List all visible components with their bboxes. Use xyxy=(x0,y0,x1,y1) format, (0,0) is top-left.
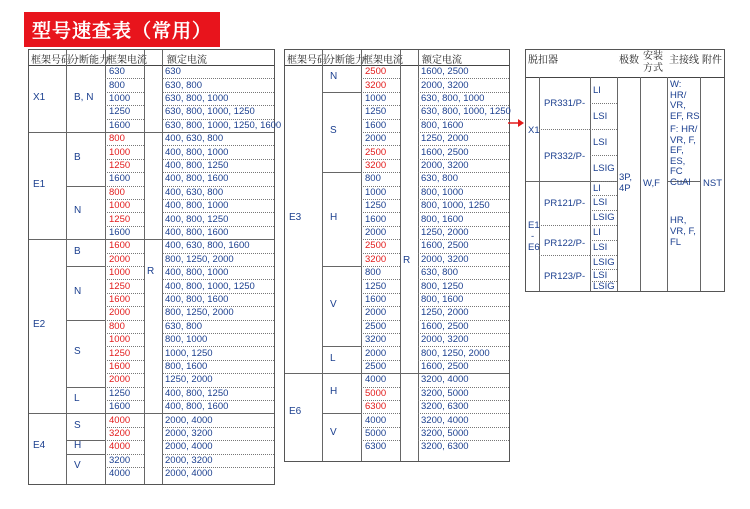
frame-current-cell: 1600 xyxy=(109,227,131,238)
breaking-capacity-label: V xyxy=(74,460,81,471)
rated-current-cell: 800, 1600 xyxy=(421,294,464,305)
rated-current-cell: 800, 1600 xyxy=(421,119,464,131)
frame-current-cell: 6300 xyxy=(365,401,387,413)
header-poles: 极数 xyxy=(619,55,639,66)
frame-current-cell: 800 xyxy=(365,173,381,185)
column-divider xyxy=(590,77,591,291)
rated-current-cell: 1600, 2500 xyxy=(421,240,469,252)
row-divider xyxy=(66,440,105,441)
rated-current-cell: 1250, 2000 xyxy=(421,133,469,145)
main-connection-label: F: HR/ VR, F, EF, ES, FC CuAl xyxy=(670,124,698,188)
header-accessory: 附件 xyxy=(702,55,722,66)
frame-current-cell: 800 xyxy=(109,79,125,91)
rated-current-cell: 1600, 2500 xyxy=(421,146,469,158)
rated-current-cell: 800, 1250, 2000 xyxy=(165,307,234,319)
rated-current-cell: 400, 800, 1000 xyxy=(165,146,229,158)
rated-current-cell: 2000, 3200 xyxy=(421,79,469,91)
release-label: PR122/P- xyxy=(544,238,586,249)
rated-current-cell: 3200, 4000 xyxy=(421,414,469,426)
frame-label: E3 xyxy=(289,212,302,224)
breaking-capacity-label: L xyxy=(330,352,336,364)
frame-current-cell: 2000 xyxy=(365,133,387,145)
release-label: PR121/P- xyxy=(544,198,586,209)
breaking-capacity-label: H xyxy=(330,386,338,398)
frame-current-cell: 1600 xyxy=(109,119,131,131)
breaking-capacity-label: L xyxy=(74,393,80,404)
rated-current-cell: 630 xyxy=(165,66,181,78)
column-divider xyxy=(700,77,701,291)
frame-current-cell: 1600 xyxy=(109,401,131,413)
frame-label: E1 xyxy=(33,178,46,190)
table-header xyxy=(285,50,509,66)
rated-current-cell: 3200, 6300 xyxy=(421,401,469,413)
rated-current-cell: 400, 800, 1000, 1250 xyxy=(165,280,255,292)
rated-current-cell: 400, 630, 800, 1600 xyxy=(165,240,250,252)
row-divider xyxy=(285,373,509,374)
column-divider xyxy=(667,77,668,291)
header-frame-current: 框架电流 xyxy=(363,55,403,66)
rated-current-cell: 3200, 4000 xyxy=(421,374,469,386)
column-divider xyxy=(617,77,618,291)
release-label: PR123/P- xyxy=(544,271,586,282)
frame-current-cell: 1250 xyxy=(365,280,387,292)
rated-current-cell: 630, 800, 1000, 1250, 1600 xyxy=(165,119,282,131)
frame-current-cell: 3200 xyxy=(365,79,387,91)
frame-current-cell: 1250 xyxy=(109,160,131,171)
column-divider xyxy=(400,50,401,461)
protection-label: LSIG xyxy=(593,280,615,292)
frame-current-cell: 2500 xyxy=(365,320,387,332)
rated-current-cell: 1250, 2000 xyxy=(165,374,213,386)
frame-current-cell: 3200 xyxy=(109,428,131,439)
rated-current-cell: 2000, 3200 xyxy=(165,428,213,439)
rated-current-cell: 400, 800, 1000 xyxy=(165,267,229,279)
rated-current-cell: 800, 1250 xyxy=(421,280,464,292)
protection-label: LSI xyxy=(593,110,608,122)
rated-current-cell: 630, 800 xyxy=(421,267,458,279)
column-divider xyxy=(539,77,540,291)
frame-current-cell: 2000 xyxy=(365,347,387,359)
frame-current-cell: 1250 xyxy=(109,280,131,292)
rated-current-cell: 3200, 5000 xyxy=(421,428,469,439)
model-table-1 xyxy=(28,49,282,485)
row-divider xyxy=(590,225,617,226)
trip-type-label: R xyxy=(147,266,155,277)
frame-current-cell: 800 xyxy=(109,320,125,332)
rated-current-cell: 2000, 3200 xyxy=(421,160,469,171)
breaking-capacity-label: S xyxy=(74,419,81,431)
breaking-capacity-label: B, N xyxy=(74,91,94,103)
rated-current-cell: 800, 1250, 2000 xyxy=(421,347,490,359)
rated-current-cell: 630, 800, 1000, 1250 xyxy=(421,106,511,118)
header-rated-current: 额定电流 xyxy=(422,55,462,66)
breaking-capacity-label: V xyxy=(330,299,337,311)
frame-current-cell: 4000 xyxy=(365,374,387,386)
row-divider xyxy=(539,129,590,130)
frame-current-cell: 1250 xyxy=(109,387,131,399)
frame-current-cell: 2500 xyxy=(365,240,387,252)
column-divider xyxy=(322,50,323,461)
row-divider xyxy=(322,92,361,93)
frame-current-cell: 1000 xyxy=(109,93,131,104)
row-divider xyxy=(29,413,274,414)
row-divider xyxy=(322,413,361,414)
frame-current-cell: 1250 xyxy=(365,200,387,212)
frame-current-cell: 1250 xyxy=(109,106,131,118)
header-breaking: 分断能力 xyxy=(69,55,109,66)
protection-label: LI xyxy=(593,227,601,238)
frame-label: X1 xyxy=(528,125,540,136)
frame-label: E4 xyxy=(33,439,46,451)
frame-current-cell: 1600 xyxy=(109,361,131,372)
frame-current-cell: 1250 xyxy=(109,347,131,359)
header-release: 脱扣器 xyxy=(528,55,558,66)
rated-current-cell: 1000, 1250 xyxy=(165,347,213,359)
rated-current-cell: 630, 800 xyxy=(421,173,458,185)
protection-label: LSIG xyxy=(593,212,615,223)
frame-current-cell: 5000 xyxy=(365,428,387,439)
protection-label: LI xyxy=(593,182,601,194)
row-divider xyxy=(590,129,617,130)
row-divider xyxy=(590,210,617,211)
breaking-capacity-label: V xyxy=(330,426,337,438)
row-divider xyxy=(539,225,590,226)
frame-current-cell: 800 xyxy=(109,133,125,145)
frame-current-cell: 4000 xyxy=(109,414,131,426)
header-rated-current: 额定电流 xyxy=(167,55,207,66)
mounting-label: W,F xyxy=(643,178,660,189)
rated-current-cell: 1600, 2500 xyxy=(421,320,469,332)
rated-current-cell: 400, 630, 800 xyxy=(165,133,224,145)
breaking-capacity-label: B xyxy=(74,151,81,163)
rated-current-cell: 2000, 3200 xyxy=(421,334,469,346)
rated-current-cell: 400, 800, 1600 xyxy=(165,401,229,413)
page-title: 型号速查表（常用） xyxy=(24,12,220,47)
rated-current-cell: 800, 1000 xyxy=(421,186,464,198)
header-frame-current: 框架电流 xyxy=(107,55,147,66)
rated-current-cell: 1600, 2500 xyxy=(421,66,469,78)
frame-current-cell: 800 xyxy=(109,186,125,198)
frame-current-cell: 2000 xyxy=(109,253,131,265)
frame-label: E6 xyxy=(289,406,302,418)
row-divider xyxy=(66,186,105,187)
rated-current-cell: 2000, 4000 xyxy=(165,441,213,453)
protection-label: LSIG xyxy=(593,256,615,268)
rated-current-cell: 2000, 4000 xyxy=(165,468,213,480)
frame-current-cell: 1600 xyxy=(365,213,387,225)
frame-label: E6 xyxy=(528,242,540,253)
frame-current-cell: 3200 xyxy=(365,334,387,346)
rated-current-cell: 400, 800, 1600 xyxy=(165,294,229,305)
rated-current-cell: 400, 630, 800 xyxy=(165,186,224,198)
frame-current-cell: 2000 xyxy=(365,307,387,319)
arrow-right-icon xyxy=(508,118,524,128)
breaking-capacity-label: N xyxy=(74,285,82,297)
release-label: PR331/P- xyxy=(544,98,586,109)
trip-type-label: R xyxy=(403,255,411,266)
column-divider xyxy=(144,50,145,484)
frame-current-cell: 1000 xyxy=(365,186,387,198)
row-divider xyxy=(590,195,617,196)
frame-current-cell: 1600 xyxy=(365,119,387,131)
rated-current-cell: 800, 1250, 2000 xyxy=(165,253,234,265)
rated-current-cell: 800, 1000, 1250 xyxy=(421,200,490,212)
rated-current-cell: 630, 800, 1000 xyxy=(165,93,229,104)
column-divider xyxy=(105,50,106,484)
rated-current-cell: 630, 800, 1000 xyxy=(421,93,485,104)
row-divider xyxy=(590,155,617,156)
protection-label: LSI xyxy=(593,269,608,281)
frame-current-cell: 1600 xyxy=(109,173,131,185)
column-divider xyxy=(640,77,641,291)
frame-current-cell: 1600 xyxy=(365,294,387,305)
frame-current-cell: 1000 xyxy=(109,267,131,279)
rated-current-cell: 2000, 4000 xyxy=(165,414,213,426)
rated-current-cell: 400, 800, 1600 xyxy=(165,173,229,185)
protection-label: LSI xyxy=(593,136,608,148)
main-connection-label: HR, VR, F, FL xyxy=(670,215,696,248)
rated-current-cell: 400, 800, 1600 xyxy=(165,227,229,238)
frame-current-cell: 4000 xyxy=(109,468,131,480)
rated-current-cell: 400, 800, 1250 xyxy=(165,387,229,399)
row-divider xyxy=(66,387,105,388)
rated-current-cell: 2000, 3200 xyxy=(421,253,469,265)
frame-label: E1 xyxy=(528,220,540,231)
header-main-connection: 主接线 xyxy=(669,55,699,66)
row-divider xyxy=(29,132,274,133)
model-table-2 xyxy=(284,49,510,462)
header-breaking: 分断能力 xyxy=(325,55,365,66)
rated-current-cell: 400, 800, 1000 xyxy=(165,200,229,212)
rated-current-cell: 630, 800 xyxy=(165,320,202,332)
protection-label: LI xyxy=(593,85,601,96)
row-divider xyxy=(590,240,617,241)
protection-label: LSIG xyxy=(593,162,615,174)
frame-current-cell: 2500 xyxy=(365,361,387,372)
row-divider xyxy=(539,255,590,256)
frame-current-cell: 4000 xyxy=(109,441,131,453)
release-table xyxy=(525,49,725,292)
frame-label: - xyxy=(531,231,535,242)
frame-current-cell: 2000 xyxy=(365,227,387,238)
frame-label: X1 xyxy=(33,91,46,103)
row-divider xyxy=(322,172,361,173)
rated-current-cell: 400, 800, 1250 xyxy=(165,213,229,225)
rated-current-cell: 800, 1600 xyxy=(421,213,464,225)
protection-label: LSI xyxy=(593,197,608,208)
frame-current-cell: 1600 xyxy=(109,240,131,252)
frame-current-cell: 1000 xyxy=(365,93,387,104)
rated-current-cell: 2000, 3200 xyxy=(165,454,213,466)
release-label: PR332/P- xyxy=(544,151,586,162)
row-divider xyxy=(322,346,361,347)
frame-current-cell: 1000 xyxy=(109,334,131,346)
rated-current-cell: 400, 800, 1250 xyxy=(165,160,229,171)
frame-current-cell: 3200 xyxy=(109,454,131,466)
poles-label: 3P, 4P xyxy=(619,172,633,194)
header-frame: 框架号码 xyxy=(287,55,327,66)
rated-current-cell: 3200, 6300 xyxy=(421,441,469,453)
rated-current-cell: 630, 800, 1000, 1250 xyxy=(165,106,255,118)
column-divider xyxy=(66,50,67,484)
row-divider xyxy=(66,320,105,321)
frame-current-cell: 2000 xyxy=(109,374,131,386)
breaking-capacity-label: B xyxy=(74,245,81,257)
frame-current-cell: 630 xyxy=(109,66,125,78)
breaking-capacity-label: S xyxy=(330,125,337,136)
rated-current-cell: 800, 1000 xyxy=(165,334,208,346)
row-divider xyxy=(322,266,361,267)
frame-current-cell: 1000 xyxy=(109,200,131,212)
frame-current-cell: 3200 xyxy=(365,253,387,265)
breaking-capacity-label: N xyxy=(74,205,82,217)
frame-current-cell: 2500 xyxy=(365,146,387,158)
frame-label: E2 xyxy=(33,319,46,331)
rated-current-cell: 1250, 2000 xyxy=(421,307,469,319)
breaking-capacity-label: H xyxy=(330,212,338,224)
main-connection-label: W: HR/ VR, EF, RS xyxy=(670,79,700,122)
column-divider xyxy=(162,50,163,484)
frame-current-cell: 800 xyxy=(365,267,381,279)
rated-current-cell: 1250, 2000 xyxy=(421,227,469,238)
breaking-capacity-label: N xyxy=(330,71,338,83)
frame-current-cell: 2500 xyxy=(365,66,387,78)
frame-current-cell: 1250 xyxy=(109,213,131,225)
rated-current-cell: 3200, 5000 xyxy=(421,387,469,399)
frame-current-cell: 1250 xyxy=(365,106,387,118)
frame-current-cell: 3200 xyxy=(365,160,387,171)
header-mounting: 安装方式 xyxy=(643,51,663,74)
protection-label: LSI xyxy=(593,242,608,253)
frame-current-cell: 4000 xyxy=(365,414,387,426)
breaking-capacity-label: H xyxy=(74,439,82,451)
frame-current-cell: 1600 xyxy=(109,294,131,305)
header-frame: 框架号码 xyxy=(31,55,71,66)
rated-current-cell: 800, 1600 xyxy=(165,361,208,372)
frame-current-cell: 5000 xyxy=(365,387,387,399)
row-divider xyxy=(66,266,105,267)
breaking-capacity-label: S xyxy=(74,346,81,358)
rated-current-cell: 1600, 2500 xyxy=(421,361,469,372)
row-divider xyxy=(590,103,617,104)
frame-current-cell: 2000 xyxy=(109,307,131,319)
row-divider xyxy=(66,454,105,455)
frame-current-cell: 1000 xyxy=(109,146,131,158)
rated-current-cell: 630, 800 xyxy=(165,79,202,91)
frame-current-cell: 6300 xyxy=(365,441,387,453)
accessory-label: NST xyxy=(703,178,722,189)
table-header xyxy=(526,50,724,78)
